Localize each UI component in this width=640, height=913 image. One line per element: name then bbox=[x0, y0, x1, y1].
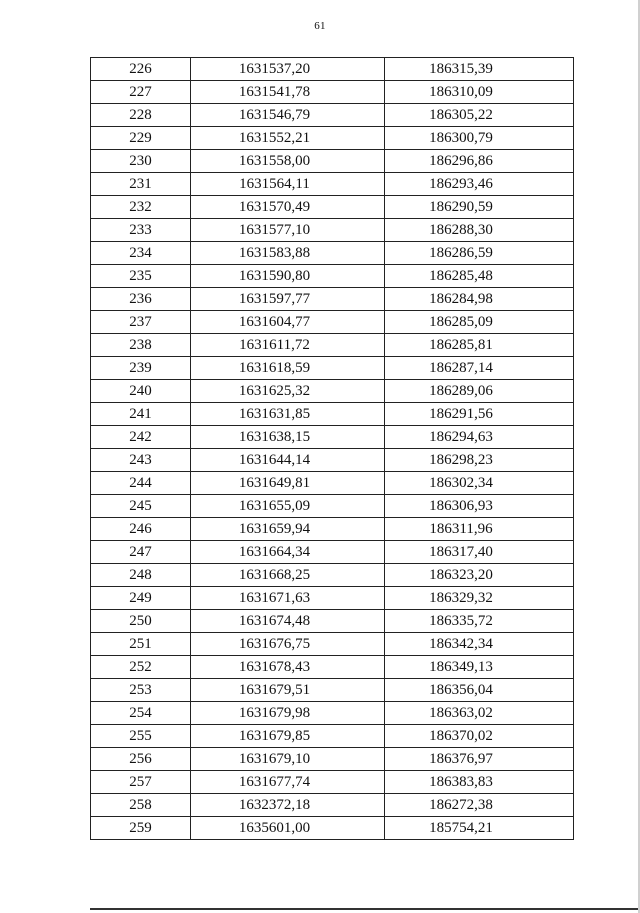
table-row bbox=[91, 81, 574, 104]
point-number-cell: 255 bbox=[91, 725, 191, 748]
y-coordinate-cell: 185754,21 bbox=[385, 817, 574, 840]
point-number-cell: 226 bbox=[91, 58, 191, 81]
point-number-cell: 246 bbox=[91, 518, 191, 541]
point-number-cell: 229 bbox=[91, 127, 191, 150]
x-coordinate-cell: 1631674,48 bbox=[191, 610, 385, 633]
x-coordinate-cell: 1631644,14 bbox=[191, 449, 385, 472]
x-coordinate-cell: 1632372,18 bbox=[191, 794, 385, 817]
coordinates-table-body bbox=[91, 58, 574, 840]
y-coordinate-cell: 186317,40 bbox=[385, 541, 574, 564]
table-row bbox=[91, 610, 574, 633]
y-coordinate-cell: 186272,38 bbox=[385, 794, 574, 817]
point-number-cell: 237 bbox=[91, 311, 191, 334]
x-coordinate-cell: 1631668,25 bbox=[191, 564, 385, 587]
table-row bbox=[91, 449, 574, 472]
point-number-cell: 253 bbox=[91, 679, 191, 702]
point-number-cell: 235 bbox=[91, 265, 191, 288]
y-coordinate-cell: 186323,20 bbox=[385, 564, 574, 587]
point-number-cell: 251 bbox=[91, 633, 191, 656]
x-coordinate-cell: 1631577,10 bbox=[191, 219, 385, 242]
x-coordinate-cell: 1631679,10 bbox=[191, 748, 385, 771]
table-row bbox=[91, 748, 574, 771]
point-number-cell: 258 bbox=[91, 794, 191, 817]
point-number-cell: 230 bbox=[91, 150, 191, 173]
point-number-cell: 247 bbox=[91, 541, 191, 564]
table-row bbox=[91, 127, 574, 150]
table-row bbox=[91, 58, 574, 81]
table-row bbox=[91, 541, 574, 564]
point-number-cell: 238 bbox=[91, 334, 191, 357]
table-row bbox=[91, 633, 574, 656]
x-coordinate-cell: 1631679,85 bbox=[191, 725, 385, 748]
x-coordinate-cell: 1631631,85 bbox=[191, 403, 385, 426]
point-number-cell: 232 bbox=[91, 196, 191, 219]
table-row bbox=[91, 403, 574, 426]
table-row bbox=[91, 817, 574, 840]
y-coordinate-cell: 186289,06 bbox=[385, 380, 574, 403]
table-row bbox=[91, 380, 574, 403]
x-coordinate-cell: 1631611,72 bbox=[191, 334, 385, 357]
table-row bbox=[91, 265, 574, 288]
y-coordinate-cell: 186305,22 bbox=[385, 104, 574, 127]
table-row bbox=[91, 794, 574, 817]
x-coordinate-cell: 1631625,32 bbox=[191, 380, 385, 403]
x-coordinate-cell: 1631541,78 bbox=[191, 81, 385, 104]
y-coordinate-cell: 186285,09 bbox=[385, 311, 574, 334]
table-row bbox=[91, 196, 574, 219]
x-coordinate-cell: 1631659,94 bbox=[191, 518, 385, 541]
point-number-cell: 257 bbox=[91, 771, 191, 794]
table-row bbox=[91, 311, 574, 334]
x-coordinate-cell: 1631638,15 bbox=[191, 426, 385, 449]
point-number-cell: 249 bbox=[91, 587, 191, 610]
bottom-rule bbox=[90, 908, 640, 910]
point-number-cell: 248 bbox=[91, 564, 191, 587]
point-number-cell: 245 bbox=[91, 495, 191, 518]
y-coordinate-cell: 186302,34 bbox=[385, 472, 574, 495]
y-coordinate-cell: 186286,59 bbox=[385, 242, 574, 265]
table-row bbox=[91, 656, 574, 679]
y-coordinate-cell: 186335,72 bbox=[385, 610, 574, 633]
point-number-cell: 254 bbox=[91, 702, 191, 725]
x-coordinate-cell: 1631676,75 bbox=[191, 633, 385, 656]
y-coordinate-cell: 186291,56 bbox=[385, 403, 574, 426]
x-coordinate-cell: 1631679,98 bbox=[191, 702, 385, 725]
page-number: 61 bbox=[314, 20, 326, 32]
y-coordinate-cell: 186376,97 bbox=[385, 748, 574, 771]
coordinates-table bbox=[90, 57, 574, 840]
x-coordinate-cell: 1631570,49 bbox=[191, 196, 385, 219]
point-number-cell: 250 bbox=[91, 610, 191, 633]
y-coordinate-cell: 186293,46 bbox=[385, 173, 574, 196]
x-coordinate-cell: 1631590,80 bbox=[191, 265, 385, 288]
table-row bbox=[91, 771, 574, 794]
table-row bbox=[91, 587, 574, 610]
point-number-cell: 236 bbox=[91, 288, 191, 311]
table-row bbox=[91, 679, 574, 702]
point-number-cell: 241 bbox=[91, 403, 191, 426]
y-coordinate-cell: 186298,23 bbox=[385, 449, 574, 472]
table-row bbox=[91, 150, 574, 173]
y-coordinate-cell: 186306,93 bbox=[385, 495, 574, 518]
point-number-cell: 239 bbox=[91, 357, 191, 380]
y-coordinate-cell: 186290,59 bbox=[385, 196, 574, 219]
y-coordinate-cell: 186329,32 bbox=[385, 587, 574, 610]
y-coordinate-cell: 186383,83 bbox=[385, 771, 574, 794]
x-coordinate-cell: 1631597,77 bbox=[191, 288, 385, 311]
y-coordinate-cell: 186342,34 bbox=[385, 633, 574, 656]
y-coordinate-cell: 186285,81 bbox=[385, 334, 574, 357]
y-coordinate-cell: 186288,30 bbox=[385, 219, 574, 242]
table-row bbox=[91, 495, 574, 518]
x-coordinate-cell: 1631671,63 bbox=[191, 587, 385, 610]
table-row bbox=[91, 564, 574, 587]
x-coordinate-cell: 1631649,81 bbox=[191, 472, 385, 495]
y-coordinate-cell: 186356,04 bbox=[385, 679, 574, 702]
point-number-cell: 240 bbox=[91, 380, 191, 403]
point-number-cell: 244 bbox=[91, 472, 191, 495]
x-coordinate-cell: 1631552,21 bbox=[191, 127, 385, 150]
y-coordinate-cell: 186311,96 bbox=[385, 518, 574, 541]
table-row bbox=[91, 104, 574, 127]
table-row bbox=[91, 242, 574, 265]
point-number-cell: 252 bbox=[91, 656, 191, 679]
point-number-cell: 256 bbox=[91, 748, 191, 771]
x-coordinate-cell: 1631664,34 bbox=[191, 541, 385, 564]
x-coordinate-cell: 1631655,09 bbox=[191, 495, 385, 518]
x-coordinate-cell: 1631618,59 bbox=[191, 357, 385, 380]
x-coordinate-cell: 1631583,88 bbox=[191, 242, 385, 265]
point-number-cell: 242 bbox=[91, 426, 191, 449]
table-row bbox=[91, 173, 574, 196]
x-coordinate-cell: 1631678,43 bbox=[191, 656, 385, 679]
y-coordinate-cell: 186287,14 bbox=[385, 357, 574, 380]
x-coordinate-cell: 1635601,00 bbox=[191, 817, 385, 840]
y-coordinate-cell: 186370,02 bbox=[385, 725, 574, 748]
point-number-cell: 228 bbox=[91, 104, 191, 127]
point-number-cell: 231 bbox=[91, 173, 191, 196]
table-row bbox=[91, 518, 574, 541]
x-coordinate-cell: 1631558,00 bbox=[191, 150, 385, 173]
table-row bbox=[91, 725, 574, 748]
point-number-cell: 227 bbox=[91, 81, 191, 104]
y-coordinate-cell: 186315,39 bbox=[385, 58, 574, 81]
table-row bbox=[91, 357, 574, 380]
y-coordinate-cell: 186294,63 bbox=[385, 426, 574, 449]
point-number-cell: 259 bbox=[91, 817, 191, 840]
point-number-cell: 243 bbox=[91, 449, 191, 472]
x-coordinate-cell: 1631679,51 bbox=[191, 679, 385, 702]
y-coordinate-cell: 186284,98 bbox=[385, 288, 574, 311]
table-row bbox=[91, 219, 574, 242]
y-coordinate-cell: 186296,86 bbox=[385, 150, 574, 173]
y-coordinate-cell: 186310,09 bbox=[385, 81, 574, 104]
table-row bbox=[91, 334, 574, 357]
y-coordinate-cell: 186363,02 bbox=[385, 702, 574, 725]
point-number-cell: 233 bbox=[91, 219, 191, 242]
table-row bbox=[91, 472, 574, 495]
point-number-cell: 234 bbox=[91, 242, 191, 265]
x-coordinate-cell: 1631564,11 bbox=[191, 173, 385, 196]
table-row bbox=[91, 426, 574, 449]
x-coordinate-cell: 1631537,20 bbox=[191, 58, 385, 81]
table-row bbox=[91, 702, 574, 725]
y-coordinate-cell: 186300,79 bbox=[385, 127, 574, 150]
x-coordinate-cell: 1631677,74 bbox=[191, 771, 385, 794]
y-coordinate-cell: 186285,48 bbox=[385, 265, 574, 288]
x-coordinate-cell: 1631546,79 bbox=[191, 104, 385, 127]
table-row bbox=[91, 288, 574, 311]
y-coordinate-cell: 186349,13 bbox=[385, 656, 574, 679]
x-coordinate-cell: 1631604,77 bbox=[191, 311, 385, 334]
